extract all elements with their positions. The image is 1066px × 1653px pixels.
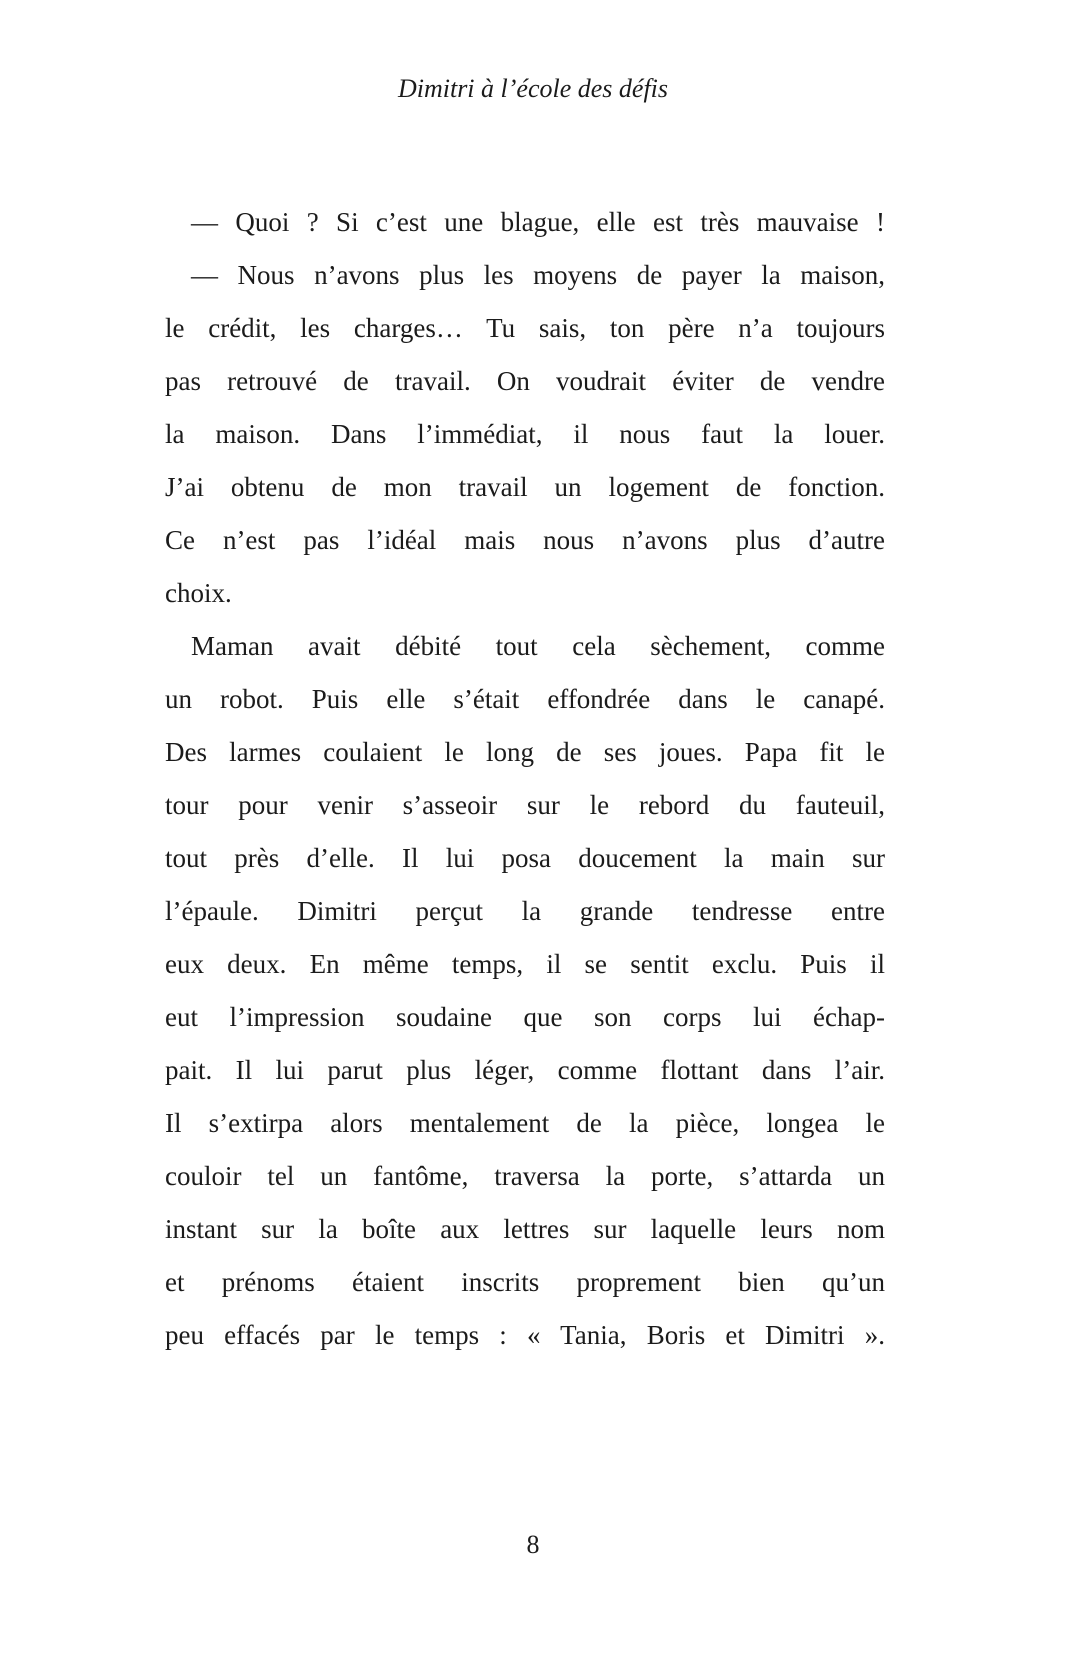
text-line: pas retrouvé de travail. On voudrait éviter de vendre — [165, 366, 885, 396]
running-header: Dimitri à l’école des défis — [397, 74, 669, 103]
text-line: J’ai obtenu de mon travail un logement de fonction. — [165, 472, 885, 502]
text-line: le crédit, les charges… Tu sais, ton père n’a toujours — [165, 313, 885, 343]
text-line: un robot. Puis elle s’était effondrée dans le canapé. — [165, 684, 885, 714]
text-line: peu effacés par le temps : « Tania, Boris et Dimitri ». — [165, 1320, 885, 1350]
text-line: choix. — [165, 578, 232, 608]
text-line: — Quoi ? Si c’est une blague, elle est très mauvaise ! — [191, 207, 885, 237]
text-line: eux deux. En même temps, il se sentit exclu. Puis il — [165, 949, 885, 979]
text-line: pait. Il lui parut plus léger, comme flottant dans l’air. — [165, 1055, 885, 1085]
text-line: Des larmes coulaient le long de ses joues. Papa fit le — [165, 737, 885, 767]
text-line: Il s’extirpa alors mentalement de la pièce, longea le — [165, 1108, 885, 1138]
body-text — [165, 196, 885, 1362]
text-line: eut l’impression soudaine que son corps lui échap- — [165, 1002, 885, 1032]
text-line: tout près d’elle. Il lui posa doucement la main sur — [165, 843, 885, 873]
text-line: et prénoms étaient inscrits proprement bien qu’un — [165, 1267, 885, 1297]
text-line: couloir tel un fantôme, traversa la porte, s’attarda un — [165, 1161, 885, 1191]
text-line: instant sur la boîte aux lettres sur laquelle leurs nom — [165, 1214, 885, 1244]
text-line: la maison. Dans l’immédiat, il nous faut la louer. — [165, 419, 885, 449]
page-number: 8 — [526, 1530, 540, 1559]
text-line: tour pour venir s’asseoir sur le rebord du fauteuil, — [165, 790, 885, 820]
text-line: Ce n’est pas l’idéal mais nous n’avons plus d’autre — [165, 525, 885, 555]
text-line: l’épaule. Dimitri perçut la grande tendresse entre — [165, 896, 885, 926]
text-line: Maman avait débité tout cela sèchement, comme — [191, 631, 885, 661]
text-line: — Nous n’avons plus les moyens de payer la maison, — [191, 260, 885, 290]
